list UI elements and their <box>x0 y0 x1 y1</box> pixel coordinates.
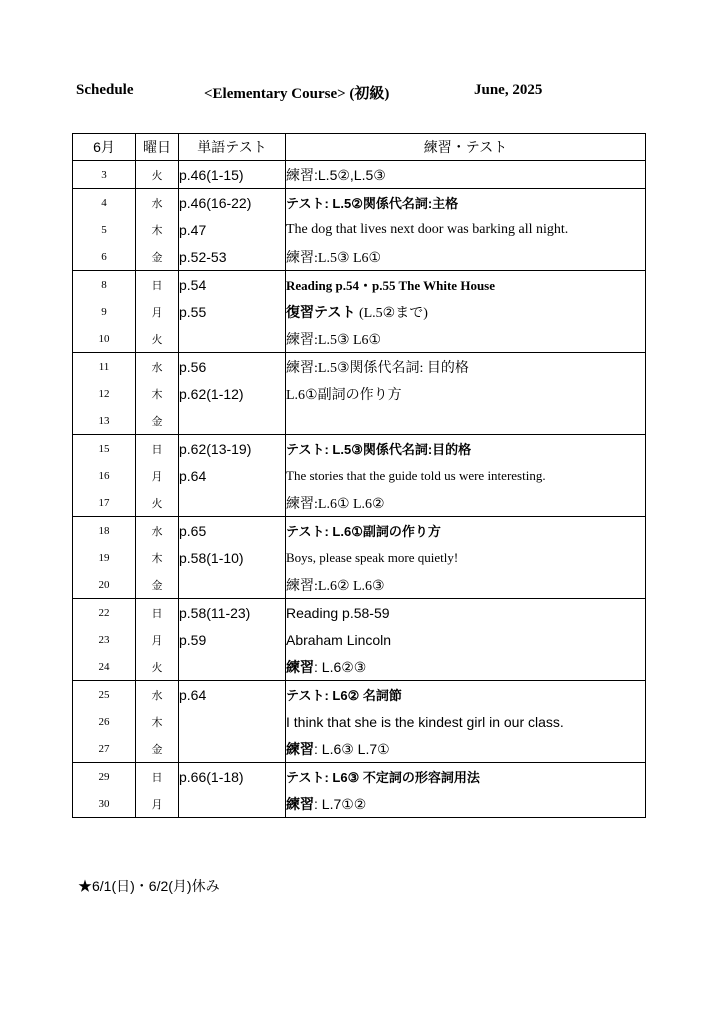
day-cell: 6 <box>73 243 136 271</box>
activity-cell: 練習:L.5②,L.5③ <box>286 161 646 189</box>
table-row <box>73 681 646 709</box>
table-row <box>73 189 646 217</box>
table-row <box>73 298 646 325</box>
activity-cell: I think that she is the kindest girl in our class. <box>286 708 646 735</box>
table-row <box>73 271 646 299</box>
activity-cell: 練習:L.5③関係代名詞: 目的格 <box>286 353 646 381</box>
day-cell: 24 <box>73 653 136 681</box>
activity-cell <box>286 735 646 763</box>
table-row <box>73 517 646 545</box>
day-cell: 16 <box>73 462 136 489</box>
activity-cell <box>286 653 646 681</box>
page-cell: p.46(16-22) <box>179 189 286 217</box>
schedule-table <box>72 133 646 818</box>
day-cell: 11 <box>73 353 136 381</box>
activity-cell: Reading p.54・p.55 The White House <box>286 271 646 299</box>
weekday-cell: 日 <box>136 599 179 627</box>
weekday-cell: 金 <box>136 243 179 271</box>
weekday-cell: 日 <box>136 435 179 463</box>
table-row <box>73 599 646 627</box>
table-row <box>73 708 646 735</box>
day-cell: 15 <box>73 435 136 463</box>
page-cell: p.56 <box>179 353 286 381</box>
table-row <box>73 380 646 407</box>
table-row <box>73 735 646 763</box>
day-cell: 30 <box>73 790 136 818</box>
day-cell: 12 <box>73 380 136 407</box>
weekday-cell: 月 <box>136 462 179 489</box>
weekday-cell: 水 <box>136 353 179 381</box>
page-cell: p.66(1-18) <box>179 763 286 791</box>
page-cell <box>179 708 286 735</box>
activity-cell <box>286 407 646 435</box>
table-row <box>73 544 646 571</box>
activity-normal-part: (L.5②まで) <box>355 305 428 321</box>
activity-normal-part: : L.7①② <box>314 795 367 812</box>
schedule-title: Schedule <box>76 82 134 98</box>
activity-bold-part: 復習テスト <box>286 304 356 321</box>
day-cell: 13 <box>73 407 136 435</box>
page-cell: p.62(13-19) <box>179 435 286 463</box>
day-cell: 18 <box>73 517 136 545</box>
day-cell: 26 <box>73 708 136 735</box>
page-cell <box>179 325 286 353</box>
table-row <box>73 462 646 489</box>
weekday-cell: 水 <box>136 189 179 217</box>
page-cell: p.58(1-10) <box>179 544 286 571</box>
activity-bold-part: 練習 <box>286 741 314 758</box>
day-cell: 29 <box>73 763 136 791</box>
weekday-cell: 火 <box>136 653 179 681</box>
weekday-cell: 火 <box>136 161 179 189</box>
activity-cell <box>286 298 646 325</box>
holiday-note: ★6/1(日)・6/2(月)休み <box>78 878 220 894</box>
page-cell <box>179 653 286 681</box>
table-row <box>73 243 646 271</box>
day-cell: 10 <box>73 325 136 353</box>
activity-cell: 練習:L.6② L.6③ <box>286 571 646 599</box>
day-cell: 23 <box>73 626 136 653</box>
table-row <box>73 353 646 381</box>
weekday-cell: 木 <box>136 544 179 571</box>
weekday-cell: 水 <box>136 681 179 709</box>
day-cell: 19 <box>73 544 136 571</box>
table-row <box>73 435 646 463</box>
activity-cell: Boys, please speak more quietly! <box>286 544 646 571</box>
day-cell: 4 <box>73 189 136 217</box>
activity-cell: 練習:L.5③ L6① <box>286 243 646 271</box>
table-row <box>73 407 646 435</box>
activity-cell: L.6①副詞の作り方 <box>286 380 646 407</box>
day-cell: 25 <box>73 681 136 709</box>
course-title: <Elementary Course> (初級) <box>204 86 390 102</box>
page-cell <box>179 790 286 818</box>
page-cell: p.59 <box>179 626 286 653</box>
day-cell: 8 <box>73 271 136 299</box>
weekday-cell: 金 <box>136 735 179 763</box>
page-cell: p.52-53 <box>179 243 286 271</box>
activity-cell: The dog that lives next door was barking all night. <box>286 216 646 243</box>
day-cell: 9 <box>73 298 136 325</box>
activity-cell: テスト: L6② 名詞節 <box>286 681 646 709</box>
activity-cell: テスト: L.5②関係代名詞:主格 <box>286 189 646 217</box>
table-row <box>73 325 646 353</box>
page-cell <box>179 407 286 435</box>
page-cell <box>179 735 286 763</box>
page-cell <box>179 571 286 599</box>
activity-cell: テスト: L.5③関係代名詞:目的格 <box>286 435 646 463</box>
page-cell: p.47 <box>179 216 286 243</box>
page-cell: p.65 <box>179 517 286 545</box>
page-cell: p.64 <box>179 462 286 489</box>
header-practice-test: 練習・テスト <box>286 134 646 161</box>
activity-bold-part: 練習 <box>286 659 314 676</box>
weekday-cell: 金 <box>136 571 179 599</box>
day-cell: 27 <box>73 735 136 763</box>
page-cell <box>179 489 286 517</box>
activity-cell: 練習:L.5③ L6① <box>286 325 646 353</box>
month-year: June, 2025 <box>474 82 543 98</box>
header-vocab-test: 単語テスト <box>179 134 286 161</box>
header-month: 6月 <box>73 134 136 161</box>
day-cell: 22 <box>73 599 136 627</box>
table-row <box>73 489 646 517</box>
weekday-cell: 木 <box>136 216 179 243</box>
activity-cell: Reading p.58-59 <box>286 599 646 627</box>
activity-cell: 練習:L.6① L.6② <box>286 489 646 517</box>
weekday-cell: 金 <box>136 407 179 435</box>
activity-normal-part: : L.6②③ <box>314 658 367 675</box>
activity-normal-part: : L.6③ L.7① <box>314 740 390 757</box>
table-row <box>73 161 646 189</box>
activity-cell <box>286 790 646 818</box>
table-row <box>73 763 646 791</box>
activity-cell: テスト: L.6①副詞の作り方 <box>286 517 646 545</box>
activity-cell: The stories that the guide told us were interesting. <box>286 462 646 489</box>
weekday-cell: 月 <box>136 790 179 818</box>
table-row <box>73 216 646 243</box>
table-row <box>73 626 646 653</box>
weekday-cell: 火 <box>136 325 179 353</box>
weekday-cell: 日 <box>136 763 179 791</box>
activity-cell: テスト: L6③ 不定詞の形容詞用法 <box>286 763 646 791</box>
table-row <box>73 571 646 599</box>
weekday-cell: 月 <box>136 298 179 325</box>
day-cell: 17 <box>73 489 136 517</box>
weekday-cell: 月 <box>136 626 179 653</box>
weekday-cell: 木 <box>136 380 179 407</box>
day-cell: 20 <box>73 571 136 599</box>
page-cell: p.46(1-15) <box>179 161 286 189</box>
page-cell: p.62(1-12) <box>179 380 286 407</box>
table-row <box>73 653 646 681</box>
page-cell: p.64 <box>179 681 286 709</box>
activity-bold-part: 練習 <box>286 796 314 813</box>
weekday-cell: 日 <box>136 271 179 299</box>
table-header-row <box>73 134 646 161</box>
day-cell: 5 <box>73 216 136 243</box>
activity-cell: Abraham Lincoln <box>286 626 646 653</box>
page-cell: p.58(11-23) <box>179 599 286 627</box>
weekday-cell: 水 <box>136 517 179 545</box>
weekday-cell: 木 <box>136 708 179 735</box>
page-cell: p.54 <box>179 271 286 299</box>
header-weekday: 曜日 <box>136 134 179 161</box>
page-cell: p.55 <box>179 298 286 325</box>
table-row <box>73 790 646 818</box>
day-cell: 3 <box>73 161 136 189</box>
weekday-cell: 火 <box>136 489 179 517</box>
